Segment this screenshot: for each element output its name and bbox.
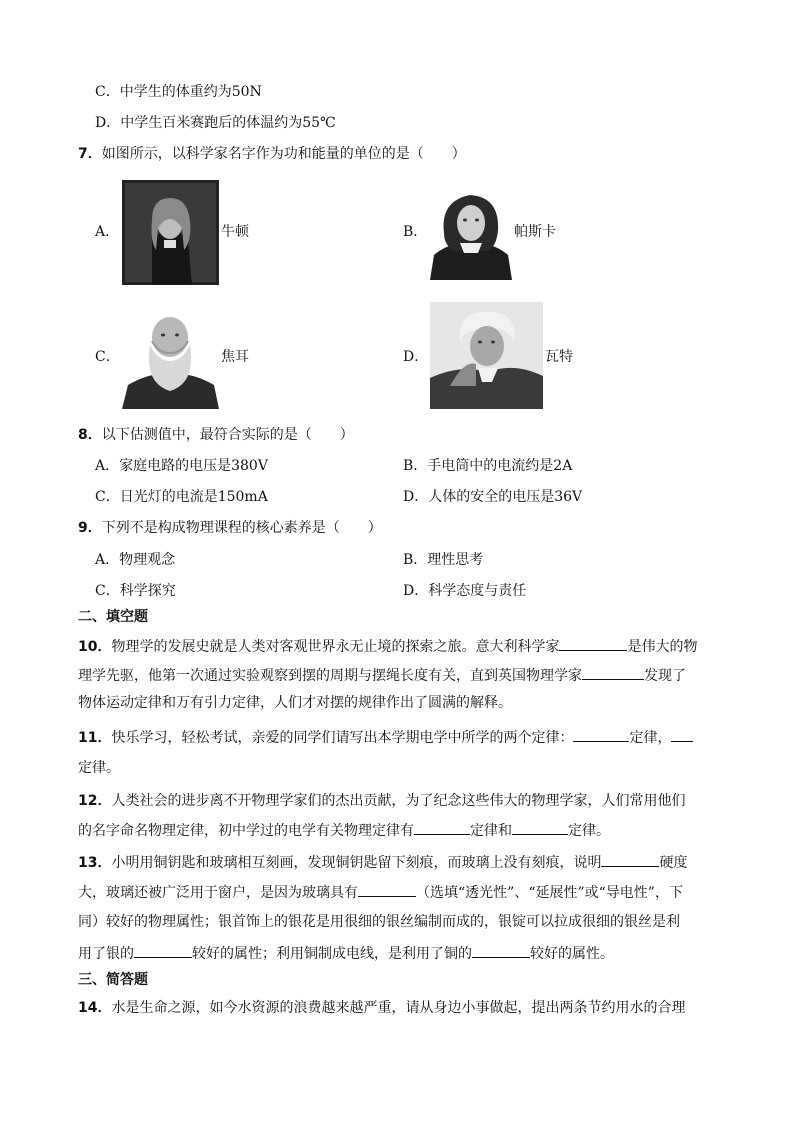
watt-portrait-image — [430, 302, 543, 409]
q8-text: 以下估测值中，最符合实际的是（ ） — [101, 427, 354, 443]
q8-option-c: C．日光灯的电流是150mA — [95, 489, 268, 505]
q9-option-a: A．物理观念 — [95, 552, 176, 568]
q12-text-2a: 的名字命名物理定律，初中学过的电学有关物理定律有 — [78, 823, 414, 839]
q13-line-2 — [78, 882, 683, 903]
q7-option-b-name: 帕斯卡 — [514, 224, 556, 240]
q12-text-1: 人类社会的进步离不开物理学家们的杰出贡献，为了纪念这些伟大的物理学家，人们常用他们 — [111, 793, 686, 809]
q7-stem — [78, 144, 466, 164]
q8-stem — [78, 425, 354, 445]
q7-text: 如图所示，以科学家名字作为功和能量的单位的是（ ） — [101, 146, 466, 162]
q13-blank-2[interactable] — [358, 882, 416, 897]
q10-blank-1[interactable] — [559, 636, 627, 651]
q8-option-b: B．手电筒中的电流约是2A — [403, 458, 573, 474]
q7-option-a-name: 牛顿 — [221, 224, 249, 240]
q8-number: 8． — [78, 427, 102, 443]
q13-blank-1[interactable] — [601, 852, 659, 867]
q9-option-d: D．科学态度与责任 — [403, 583, 527, 599]
pascal-portrait-image — [430, 183, 512, 280]
q13-line-1 — [78, 852, 687, 873]
q10-text-2b: 发现了 — [644, 668, 686, 684]
q12-text-2b: 定律和 — [470, 823, 512, 839]
q9-text: 下列不是构成物理课程的核心素养是（ ） — [101, 520, 382, 536]
q12-number: 12． — [78, 793, 112, 809]
q10-number: 10． — [78, 639, 112, 655]
q8-option-d: D．人体的安全的电压是36V — [403, 489, 583, 505]
q10-line-1 — [78, 636, 697, 657]
section-short-answer-heading: 三、简答题 — [78, 972, 148, 988]
q11-text-1b: 定律， — [629, 730, 672, 746]
q13-blank-4[interactable] — [472, 943, 530, 958]
q11-text-1a: 快乐学习，轻松考试，亲爱的同学们请写出本学期电学中所学的两个定律： — [111, 730, 574, 746]
q12-line-1 — [78, 791, 685, 811]
q12-line-2 — [78, 820, 610, 841]
q7-number: 7． — [78, 146, 102, 162]
q10-text-1b: 是伟大的物 — [627, 639, 698, 655]
q6-option-d: D．中学生百米赛跑后的体温约为55℃ — [95, 115, 336, 131]
q13-text-4b: 较好的属性；利用铜制成电线，是利用了铜的 — [192, 946, 472, 962]
q11-line-2: 定律。 — [78, 760, 120, 776]
newton-portrait-image — [122, 180, 219, 285]
q7-option-b-letter: B． — [403, 224, 428, 240]
joule-portrait-image — [122, 305, 219, 409]
q13-text-1b: 硬度 — [659, 855, 688, 871]
q10-text-1a: 物理学的发展史就是人类对客观世界永无止境的探索之旅。意大利科学家 — [111, 639, 560, 655]
q14-number: 14． — [78, 1000, 112, 1016]
q8-option-a: A．家庭电路的电压是380V — [95, 458, 268, 474]
section-fill-in-heading: 二、填空题 — [78, 609, 148, 625]
q14-line-1 — [78, 998, 685, 1018]
q7-option-a-letter: A． — [95, 224, 120, 240]
q11-blank-2[interactable] — [671, 727, 693, 742]
q9-stem — [78, 518, 382, 538]
q7-option-c-name: 焦耳 — [221, 349, 249, 365]
q9-option-b: B．理性思考 — [403, 552, 484, 568]
q7-option-c-letter: C． — [95, 349, 120, 365]
q10-blank-2[interactable] — [582, 665, 644, 680]
q13-text-4c: 较好的属性。 — [530, 946, 614, 962]
q13-line-4 — [78, 943, 614, 964]
q14-text-1: 水是生命之源，如今水资源的浪费越来越严重，请从身边小事做起，提出两条节约用水的合理 — [111, 1000, 686, 1016]
q13-text-2a: 大，玻璃还被广泛用于窗户，是因为玻璃具有 — [78, 885, 358, 901]
q13-blank-3[interactable] — [134, 943, 192, 958]
q10-line-2 — [78, 665, 686, 686]
q11-blank-1[interactable] — [573, 727, 629, 742]
q13-text-1a: 小明用铜钥匙和玻璃相互刻画，发现铜钥匙留下刻痕，而玻璃上没有刻痕，说明 — [111, 855, 602, 871]
q7-option-d-name: 瓦特 — [545, 349, 573, 365]
q6-option-c: C．中学生的体重约为50N — [95, 84, 262, 100]
q11-number: 11． — [78, 730, 112, 746]
q13-number: 13． — [78, 855, 112, 871]
q13-line-3: 同）较好的物理属性；银首饰上的银花是用很细的银丝编制而成的，银锭可以拉成很细的银丝是利 — [78, 914, 680, 930]
q11-line-1 — [78, 727, 693, 748]
q9-option-c: C．科学探究 — [95, 583, 176, 599]
q12-blank-1[interactable] — [414, 820, 470, 835]
q13-text-4a: 用了银的 — [78, 946, 134, 962]
q13-text-2b: （选填“透光性”、“延展性”或“导电性”，下 — [416, 885, 683, 901]
q12-blank-2[interactable] — [512, 820, 568, 835]
q7-option-d-letter: D． — [403, 349, 429, 365]
q9-number: 9． — [78, 520, 102, 536]
q12-text-2c: 定律。 — [568, 823, 610, 839]
q10-text-2a: 理学先驱，他第一次通过实验观察到摆的周期与摆绳长度有关，直到英国物理学家 — [78, 668, 582, 684]
q10-line-3: 物体运动定律和万有引力定律，人们才对摆的规律作出了圆满的解释。 — [78, 695, 512, 711]
